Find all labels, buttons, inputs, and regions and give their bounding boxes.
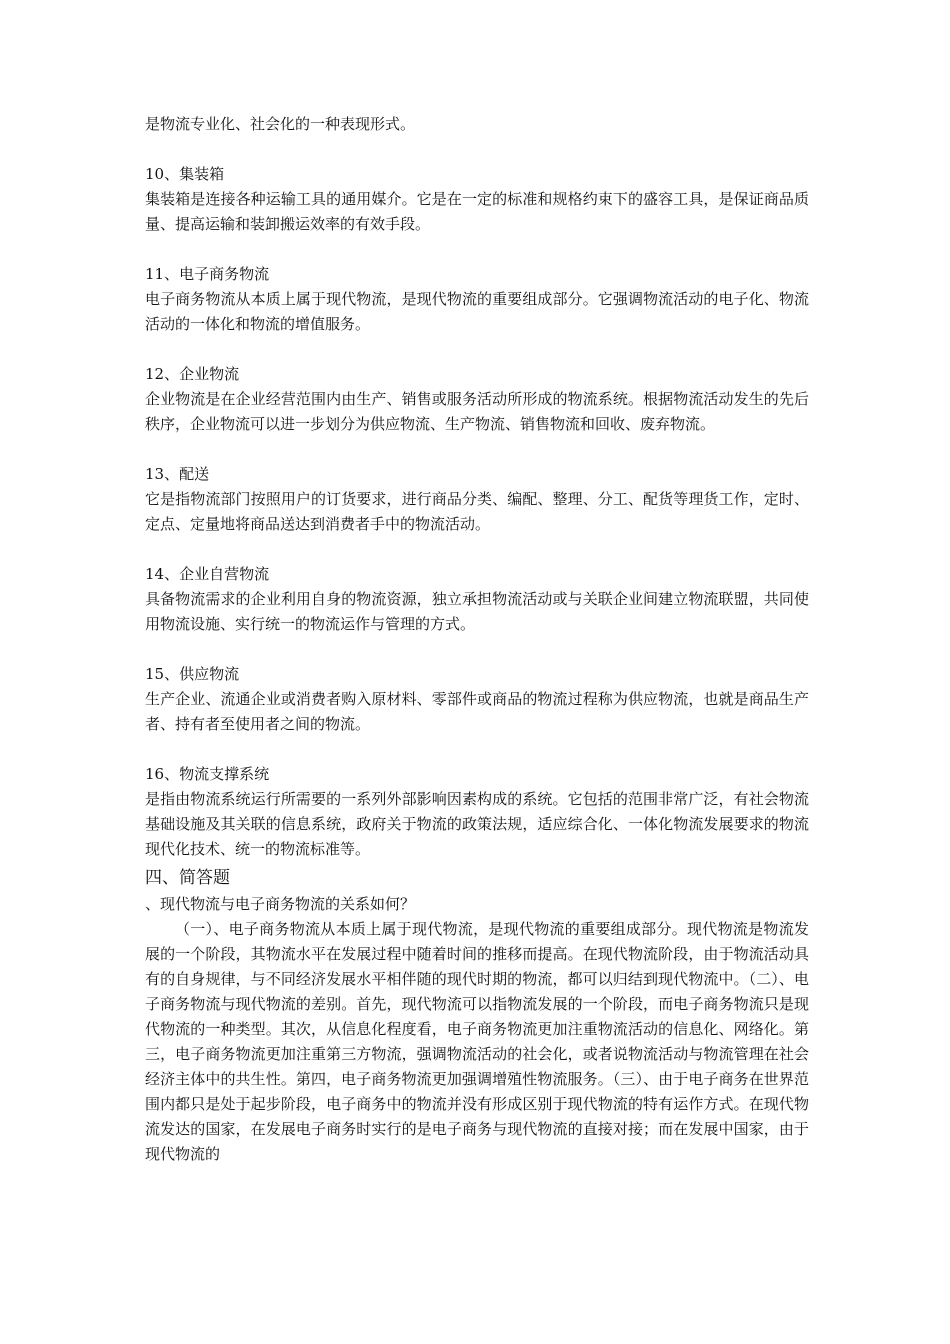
- document-page: [145, 112, 809, 1167]
- section-title: 四、简答题: [145, 868, 230, 888]
- spacer: [145, 637, 809, 662]
- term-heading: 14、企业自营物流: [145, 565, 270, 583]
- term-definition: 具备物流需求的企业利用自身的物流资源，独立承担物流活动或与关联企业间建立物流联盟，共同使用物流设施、实行统一的物流运作与管理的方式。: [145, 590, 809, 633]
- question-text: 、现代物流与电子商务物流的关系如何？: [145, 895, 416, 913]
- spacer: [145, 737, 809, 762]
- term-definition: 电子商务物流从本质上属于现代物流，是现代物流的重要组成部分。它强调物流活动的电子化、物流活动的一体化和物流的增值服务。: [145, 290, 809, 333]
- term-definition: 它是指物流部门按照用户的订货要求，进行商品分类、编配、整理、分工、配货等理货工作，定时、定点、定量地将商品送达到消费者手中的物流活动。: [145, 490, 809, 533]
- term-definition: 是指由物流系统运行所需要的一系列外部影响因素构成的系统。它包括的范围非常广泛，有社会物流基础设施及其关联的信息系统，政府关于物流的政策法规，适应综合化、一体化物流发展要求的物流现代化技术、统一的物流标准等。: [145, 790, 809, 858]
- spacer: [145, 537, 809, 562]
- term-entry-12: [145, 362, 809, 437]
- spacer: [145, 437, 809, 462]
- term-heading: 13、配送: [145, 465, 210, 483]
- term-heading: 16、物流支撑系统: [145, 765, 270, 783]
- term-entry-14: [145, 562, 809, 637]
- term-heading: 12、企业物流: [145, 365, 240, 383]
- spacer: [145, 337, 809, 362]
- term-entry-10: [145, 162, 809, 237]
- answer-text: （一）、电子商务物流从本质上属于现代物流，是现代物流的重要组成部分。现代物流是物流发展的一个阶段，其物流水平在发展过程中随着时间的推移而提高。在现代物流阶段，由于物流活动具有的自身规律，与不同经济发展水平相伴随的现代时期的物流，都可以归结到现代物流中。（二）、电子商务物流与现代物流的差别。首先，现代物流可以指物流发展的一个阶段，而电子商务物流只是现代物流的一种类型。其次，从信息化程度看，电子商务物流更加注重物流活动的信息化、网络化。第三，电子商务物流更加注重第三方物流，强调物流活动的社会化，或者说物流活动与物流管理在社会经济主体中的共生性。第四，电子商务物流更加强调增殖性物流服务。（三）、由于电子商务在世界范围内都只是处于起步阶段，电子商务中的物流并没有形成区别于现代物流的特有运作方式。在现代物流发达的国家，在发展电子商务时实行的是电子商务与现代物流的直接对接；而在发展中国家，由于现代物流的: [145, 920, 809, 1163]
- intro-tail-text: 是物流专业化、社会化的一种表现形式。: [145, 115, 416, 133]
- spacer: [145, 137, 809, 162]
- term-entry-15: [145, 662, 809, 737]
- term-heading: 10、集装箱: [145, 165, 225, 183]
- term-definition: 企业物流是在企业经营范围内由生产、销售或服务活动所形成的物流系统。根据物流活动发生的先后秩序，企业物流可以进一步划分为供应物流、生产物流、销售物流和回收、废弃物流。: [145, 390, 809, 433]
- term-heading: 11、电子商务物流: [145, 265, 270, 283]
- term-heading: 15、供应物流: [145, 665, 240, 683]
- term-definition: 生产企业、流通企业或消费者购入原材料、零部件或商品的物流过程称为供应物流，也就是商品生产者、持有者至使用者之间的物流。: [145, 690, 809, 733]
- term-entry-13: [145, 462, 809, 537]
- term-entry-11: [145, 262, 809, 337]
- term-entry-16: [145, 762, 809, 862]
- spacer: [145, 237, 809, 262]
- term-definition: 集装箱是连接各种运输工具的通用媒介。它是在一定的标准和规格约束下的盛容工具，是保证商品质量、提高运输和装卸搬运效率的有效手段。: [145, 190, 809, 233]
